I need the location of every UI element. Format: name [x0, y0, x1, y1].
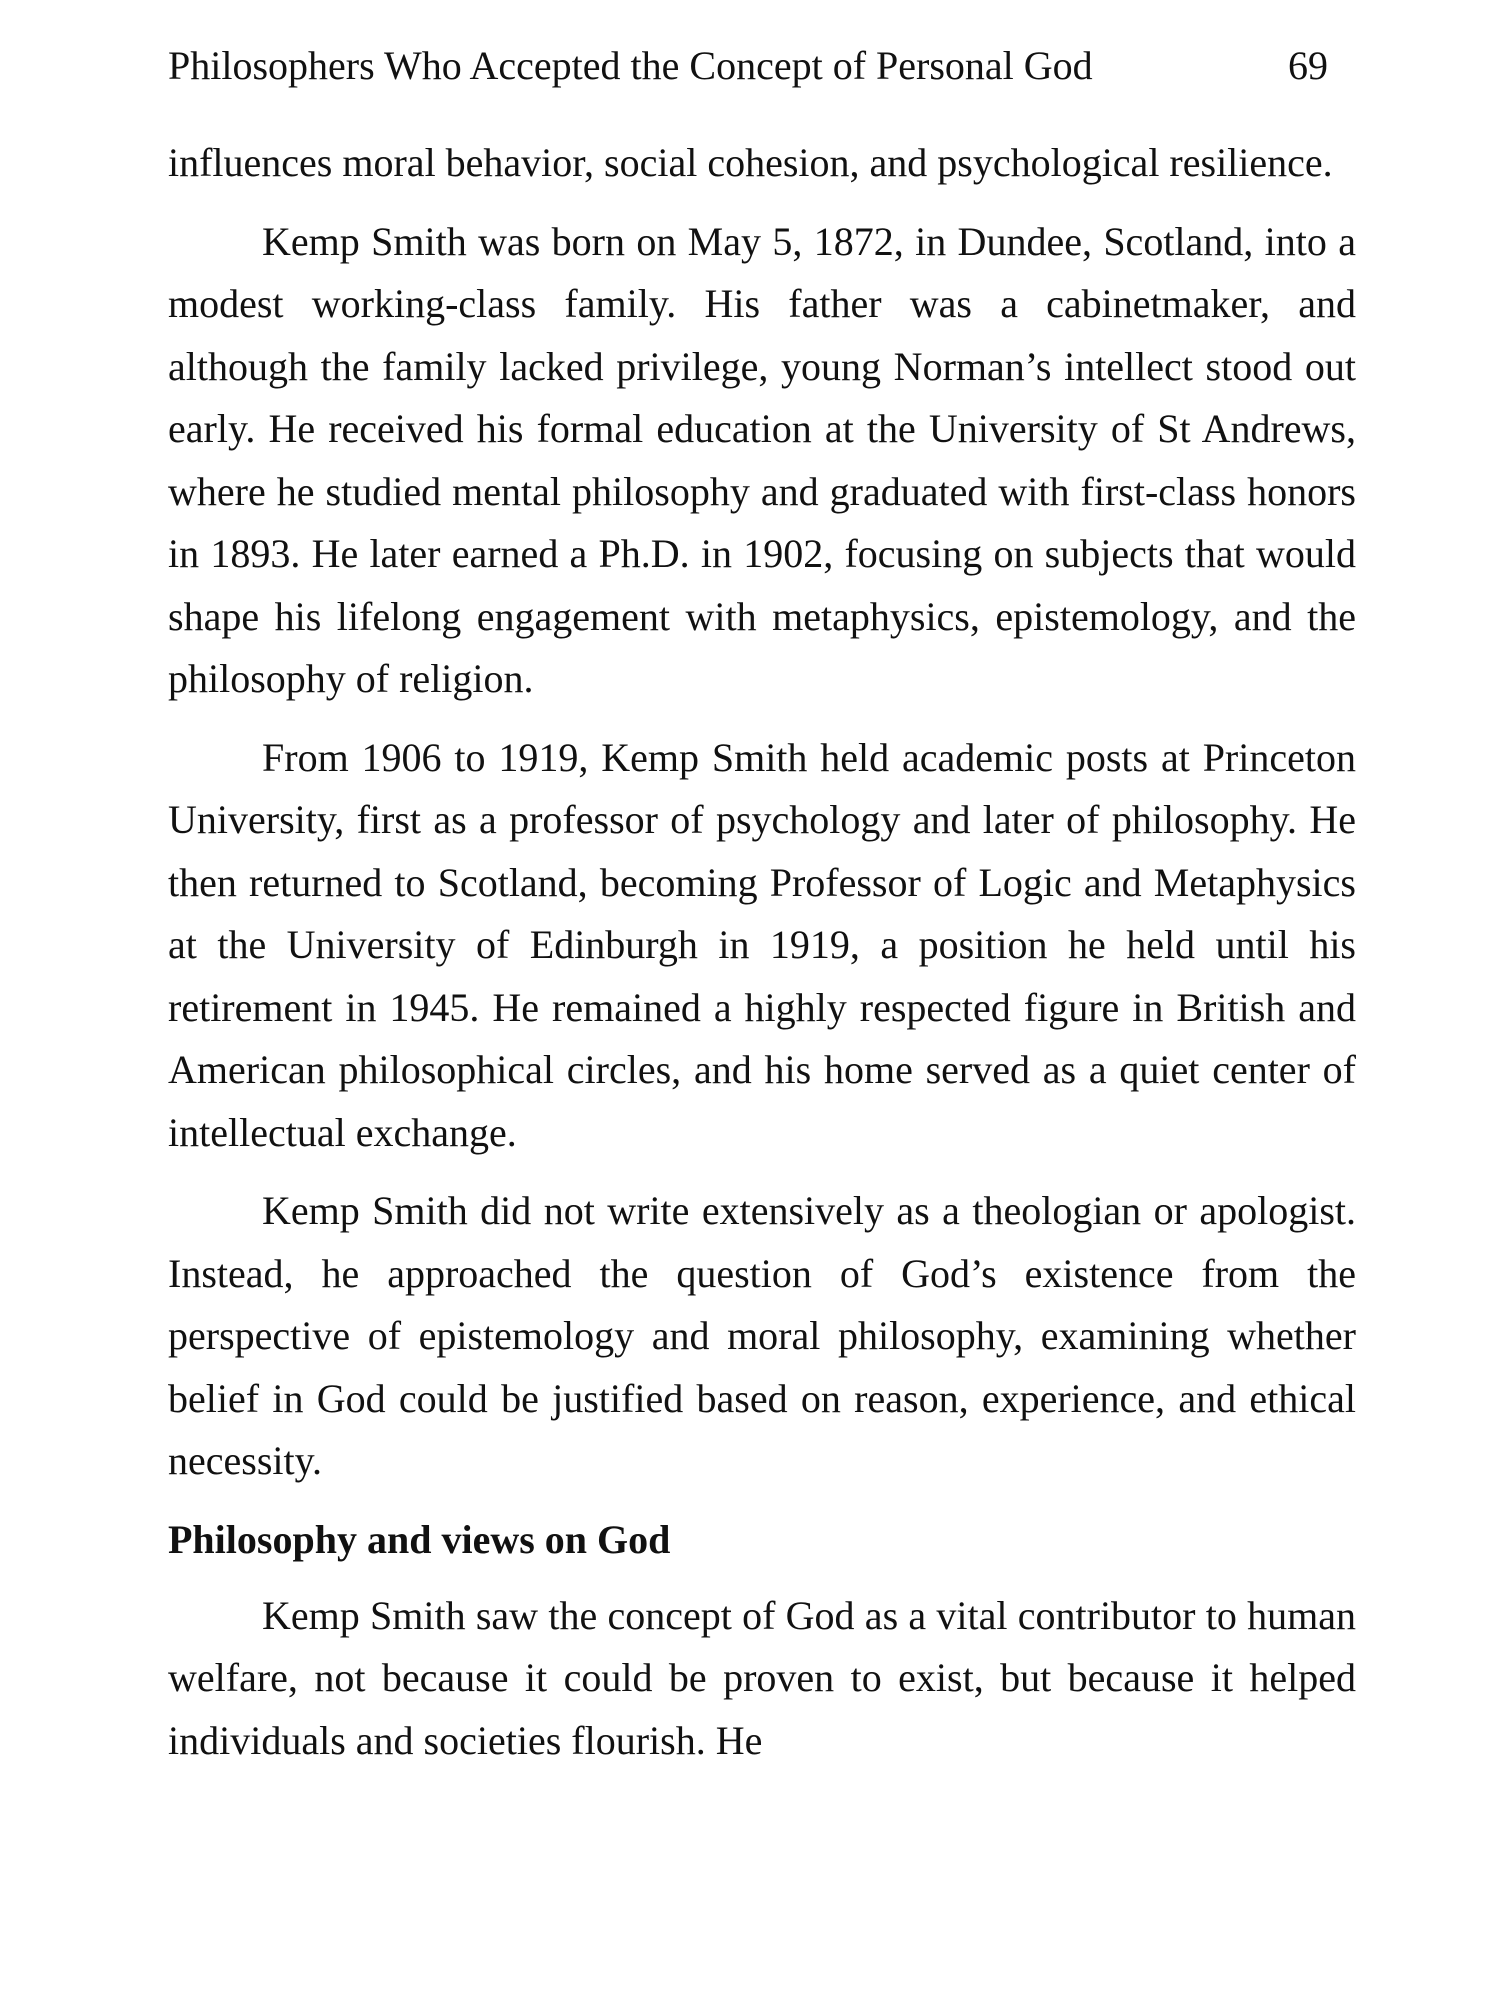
- section-heading: Philosophy and views on God: [168, 1516, 671, 1562]
- running-header: [168, 36, 1356, 96]
- page-number: 69: [1288, 43, 1328, 88]
- paragraph-views: Kemp Smith saw the concept of God as a vital contributor to human welfare, not because it could be proven to exist, but because it helped individuals and societies flourish. He: [168, 1592, 1356, 1763]
- book-page: [168, 0, 1356, 2000]
- paragraph-birth: Kemp Smith was born on May 5, 1872, in Dundee, Scotland, into a modest working-class family. His father was a cabinetmaker, and although the family lacked privilege, young Norman’s intellect stood out early. He received his formal education at the University of St Andrews, where he studied mental philosophy and graduated with first-class honors in 1893. He later earned a Ph.D. in 1902, focusing on subjects that would shape his lifelong engagement with metaphysics, epistemology, and the philosophy of religion.: [168, 218, 1356, 701]
- continuation-paragraph: influences moral behavior, social cohesion, and psychological resilience.: [168, 140, 1333, 185]
- body-text: [168, 132, 1356, 1772]
- running-title: Philosophers Who Accepted the Concept of Personal God: [168, 43, 1093, 88]
- paragraph-approach: Kemp Smith did not write extensively as a theologian or apologist. Instead, he approached the question of God’s existence from the perspective of epistemology and moral philosophy, examining whether belief in God could be justified based on reason, experience, and ethical necessity.: [168, 1188, 1356, 1483]
- paragraph-career: From 1906 to 1919, Kemp Smith held academic posts at Princeton University, first as a professor of psychology and later of philosophy. He then returned to Scotland, becoming Professor of Logic and Metaphysics at the University of Edinburgh in 1919, a position he held until his retirement in 1945. He remained a highly respected figure in British and American philosophical circles, and his home served as a quiet center of intellectual exchange.: [168, 734, 1356, 1155]
